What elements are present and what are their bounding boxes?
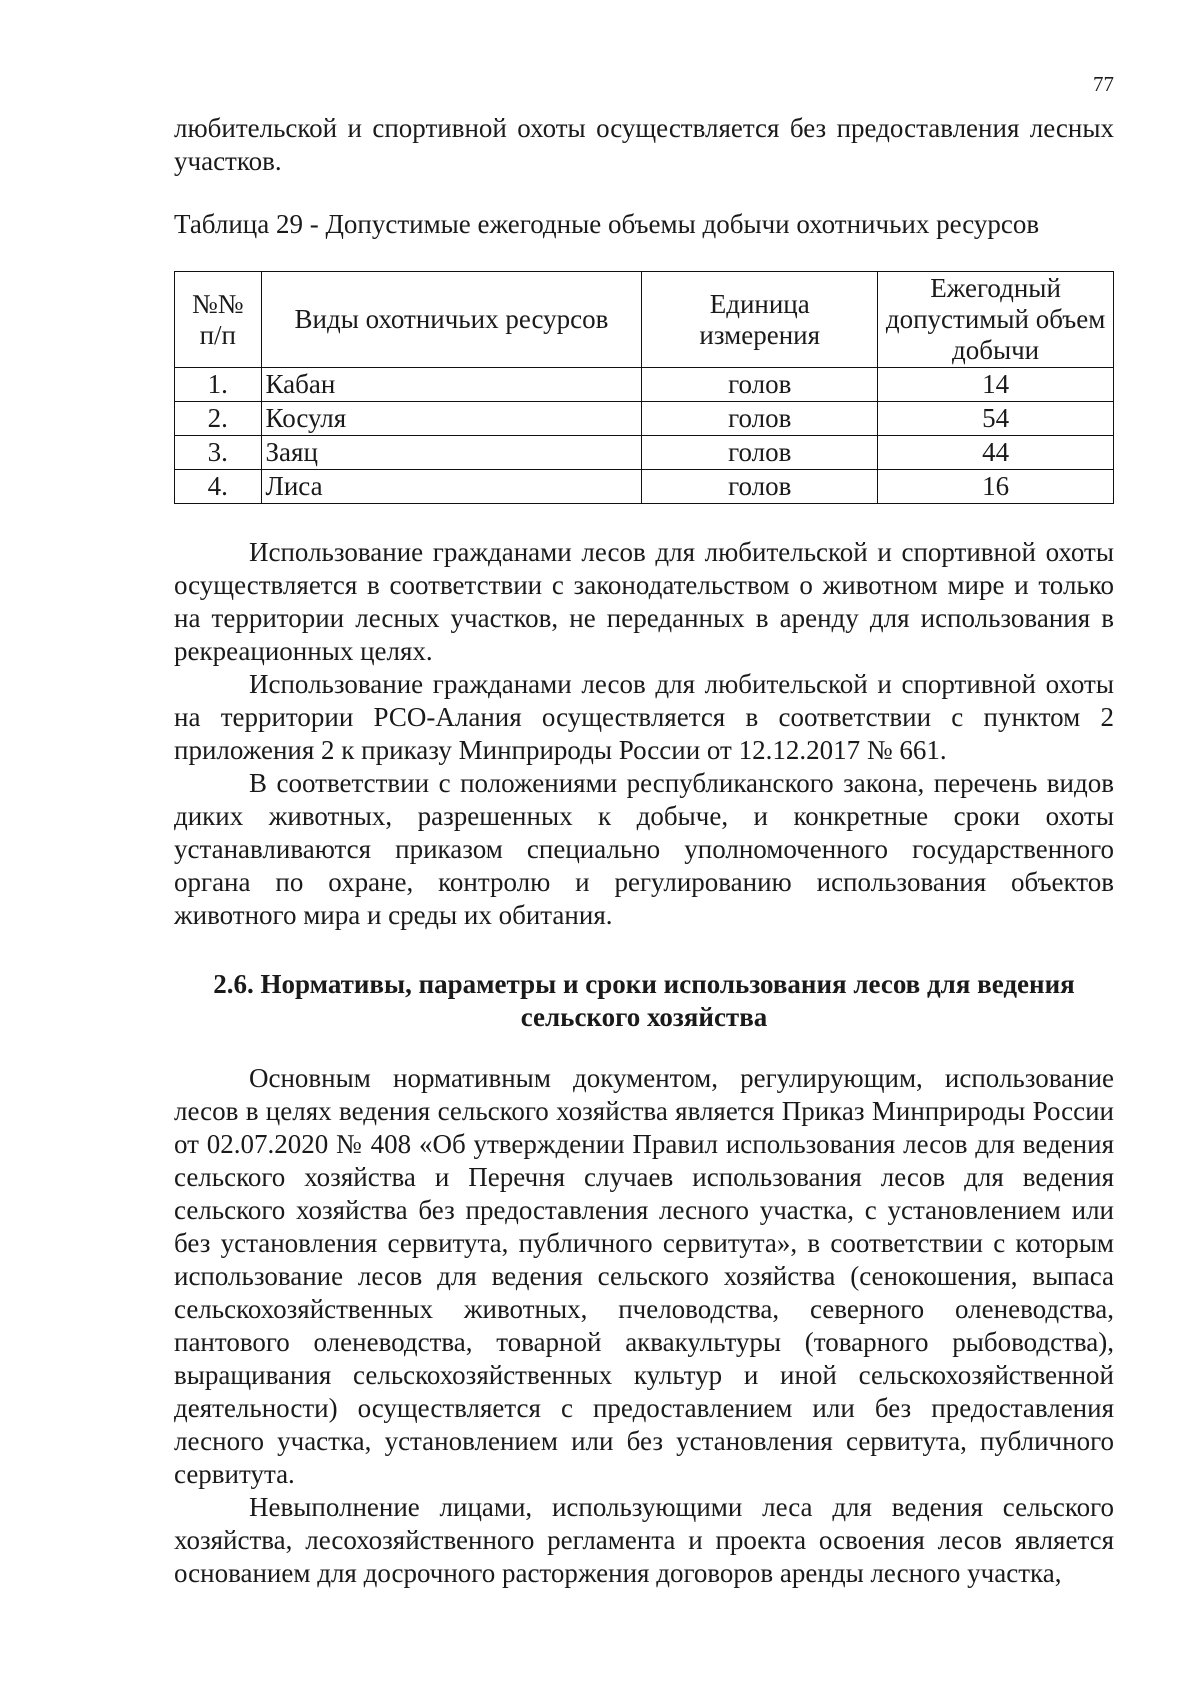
table-row — [175, 402, 1114, 436]
page-number: 77 — [1093, 72, 1114, 96]
section-heading-line1: 2.6. Нормативы, параметры и сроки использования лесов для ведения — [213, 969, 1075, 999]
table-header-row — [175, 272, 1114, 368]
table-caption: Таблица 29 - Допустимые ежегодные объемы добычи охотничьих ресурсов — [174, 209, 1040, 239]
intro-paragraph: любительской и спортивной охоты осуществляется без предоставления лесных участков. — [174, 113, 1114, 176]
row-species: Лиса — [261, 470, 642, 504]
section-heading-line2: сельского хозяйства — [520, 1002, 768, 1032]
row-unit: голов — [642, 470, 878, 504]
document-body — [174, 112, 1114, 1590]
header-volume: Ежегодный допустимый объем добычи — [878, 272, 1114, 368]
table-row — [175, 436, 1114, 470]
row-num: 3. — [175, 436, 262, 470]
row-volume: 16 — [878, 470, 1114, 504]
paragraph: Основным нормативным документом, регулирующим, использование лесов в целях ведения сельского хозяйства является Приказ Минприроды России от 02.07.2020 № 408 «Об утверждении Правил использования лесов для ведения сельского хозяйства и Перечня случаев использования лесов для ведения сельского хозяйства без предоставления лесного участка, с установлением или без установления сервитута, публичного сервитута», в соответствии с которым использование лесов для ведения сельского хозяйства (сенокошения, выпаса сельскохозяйственных животных, пчеловодства, северного оленеводства, пантового оленеводства, товарной аквакультуры (товарного рыбоводства), выращивания сельскохозяйственных культур и иной сельскохозяйственной деятельности) осуществляется с предоставлением или без предоставления лесного участка, установлением или без установления сервитута, публичного сервитута. — [174, 1063, 1114, 1489]
hunting-paragraphs — [174, 536, 1114, 932]
row-volume: 44 — [878, 436, 1114, 470]
header-num: №№ п/п — [175, 272, 262, 368]
table-row — [175, 368, 1114, 402]
row-num: 1. — [175, 368, 262, 402]
header-species: Виды охотничьих ресурсов — [261, 272, 642, 368]
row-volume: 54 — [878, 402, 1114, 436]
row-unit: голов — [642, 368, 878, 402]
paragraph: Использование гражданами лесов для любительской и спортивной охоты осуществляется в соответствии с законодательством о животном мире и только на территории лесных участков, не переданных в аренду для использования в рекреационных целях. — [174, 537, 1114, 666]
row-unit: голов — [642, 402, 878, 436]
header-unit: Единица измерения — [642, 272, 878, 368]
row-unit: голов — [642, 436, 878, 470]
row-species: Кабан — [261, 368, 642, 402]
row-num: 4. — [175, 470, 262, 504]
row-species: Косуля — [261, 402, 642, 436]
paragraph: В соответствии с положениями республиканского закона, перечень видов диких животных, разрешенных к добыче, и конкретные сроки охоты устанавливаются приказом специально уполномоченного государственного органа по охране, контролю и регулированию использования объектов животного мира и среды их обитания. — [174, 768, 1114, 930]
table-row — [175, 470, 1114, 504]
row-species: Заяц — [261, 436, 642, 470]
paragraph: Использование гражданами лесов для любительской и спортивной охоты на территории РСО-Алания осуществляется в соответствии с пунктом 2 приложения 2 к приказу Минприроды России от 12.12.2017 № 661. — [174, 669, 1114, 765]
hunting-quota-table — [174, 271, 1114, 504]
section-heading — [174, 968, 1114, 1034]
paragraph: Невыполнение лицами, использующими леса для ведения сельского хозяйства, лесохозяйственного регламента и проекта освоения лесов является основанием для досрочного расторжения договоров аренды лесного участка, — [174, 1492, 1114, 1588]
row-volume: 14 — [878, 368, 1114, 402]
row-num: 2. — [175, 402, 262, 436]
agriculture-paragraphs — [174, 1062, 1114, 1590]
